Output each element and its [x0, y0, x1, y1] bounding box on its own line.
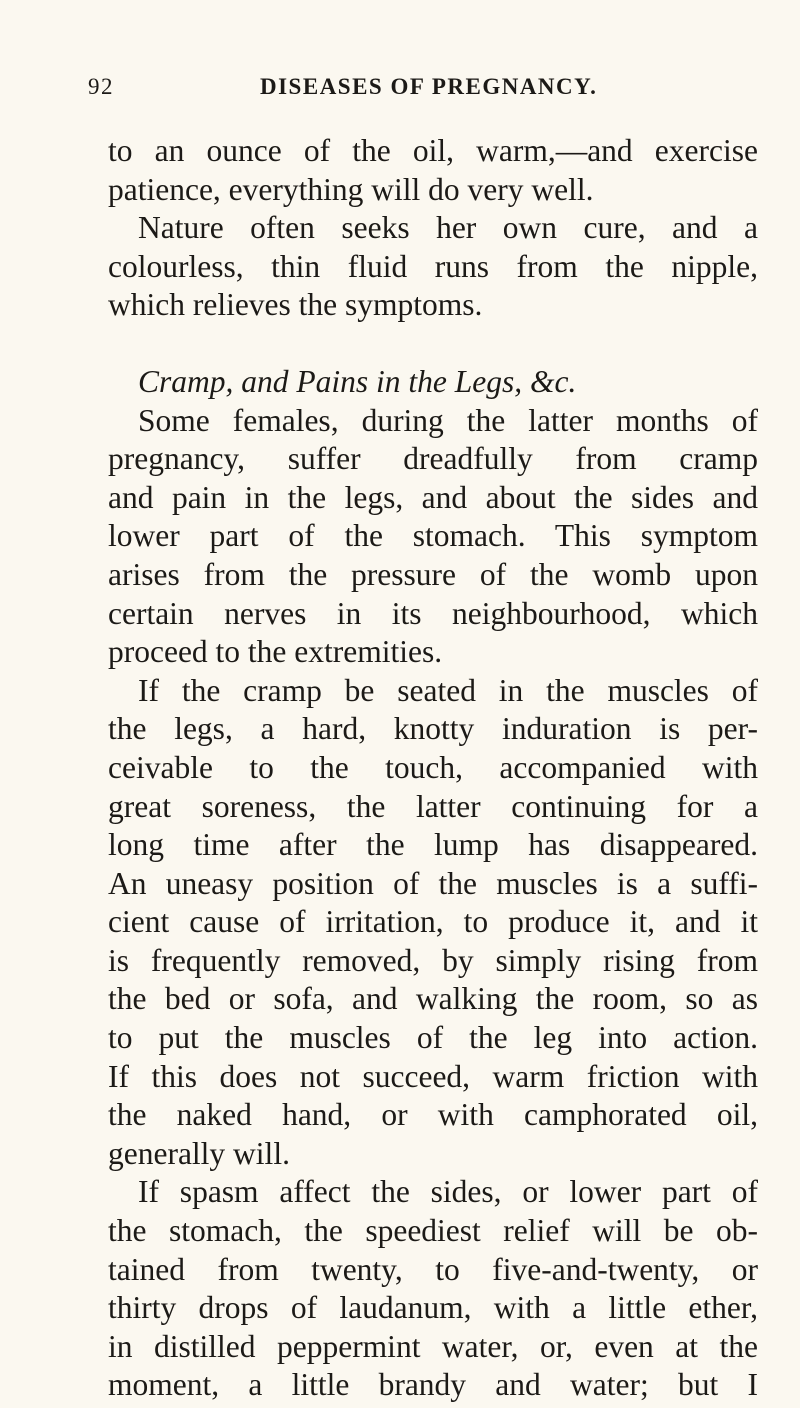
- body-text: [108, 132, 758, 1405]
- text-line: the legs, a hard, knotty induration is per-: [108, 711, 758, 747]
- text-line: lower part of the stomach. This symptom: [108, 518, 758, 554]
- text-line: long time after the lump has disappeared.: [108, 827, 758, 863]
- section-heading: Cramp, and Pains in the Legs, &c.: [138, 363, 577, 399]
- page-number: 92: [88, 74, 114, 99]
- text-line: If this does not succeed, warm friction with: [108, 1058, 758, 1094]
- text-line: Nature often seeks her own cure, and a: [138, 210, 758, 246]
- text-line: and pain in the legs, and about the sides and: [108, 479, 758, 515]
- text-line: moment, a little brandy and water; but I: [108, 1367, 758, 1403]
- text-line: If the cramp be seated in the muscles of: [138, 672, 758, 708]
- text-line: thirty drops of laudanum, with a little ether,: [108, 1290, 758, 1326]
- text-line: the bed or sofa, and walking the room, so as: [108, 981, 758, 1017]
- text-line: If spasm affect the sides, or lower part of: [138, 1174, 758, 1210]
- text-line: proceed to the extremities.: [108, 634, 443, 670]
- text-line: pregnancy, suffer dreadfully from cramp: [108, 441, 758, 477]
- text-line: patience, everything will do very well.: [108, 171, 594, 207]
- text-line: great soreness, the latter continuing for a: [108, 788, 758, 824]
- text-line: the stomach, the speediest relief will be ob-: [108, 1213, 758, 1249]
- text-line: tained from twenty, to five-and-twenty, or: [108, 1251, 758, 1287]
- text-line: to put the muscles of the leg into action.: [108, 1020, 758, 1056]
- text-line: to an ounce of the oil, warm,—and exercise: [108, 133, 758, 168]
- text-line: which relieves the symptoms.: [108, 287, 483, 323]
- text-line: arises from the pressure of the womb upon: [108, 556, 758, 592]
- text-line: An uneasy position of the muscles is a suffi-: [108, 865, 758, 901]
- text-line: in distilled peppermint water, or, even at the: [108, 1328, 758, 1364]
- text-line: colourless, thin fluid runs from the nipple,: [108, 248, 758, 284]
- text-line: generally will.: [108, 1135, 290, 1171]
- text-line: ceivable to the touch, accompanied with: [108, 749, 758, 785]
- text-line: is frequently removed, by simply rising from: [108, 942, 758, 978]
- text-line: the naked hand, or with camphorated oil,: [108, 1097, 758, 1133]
- text-line: Some females, during the latter months of: [138, 402, 758, 438]
- text-line: certain nerves in its neighbourhood, which: [108, 595, 758, 631]
- running-title: DISEASES OF PREGNANCY.: [260, 74, 598, 99]
- text-line: cient cause of irritation, to produce it, and it: [108, 904, 758, 940]
